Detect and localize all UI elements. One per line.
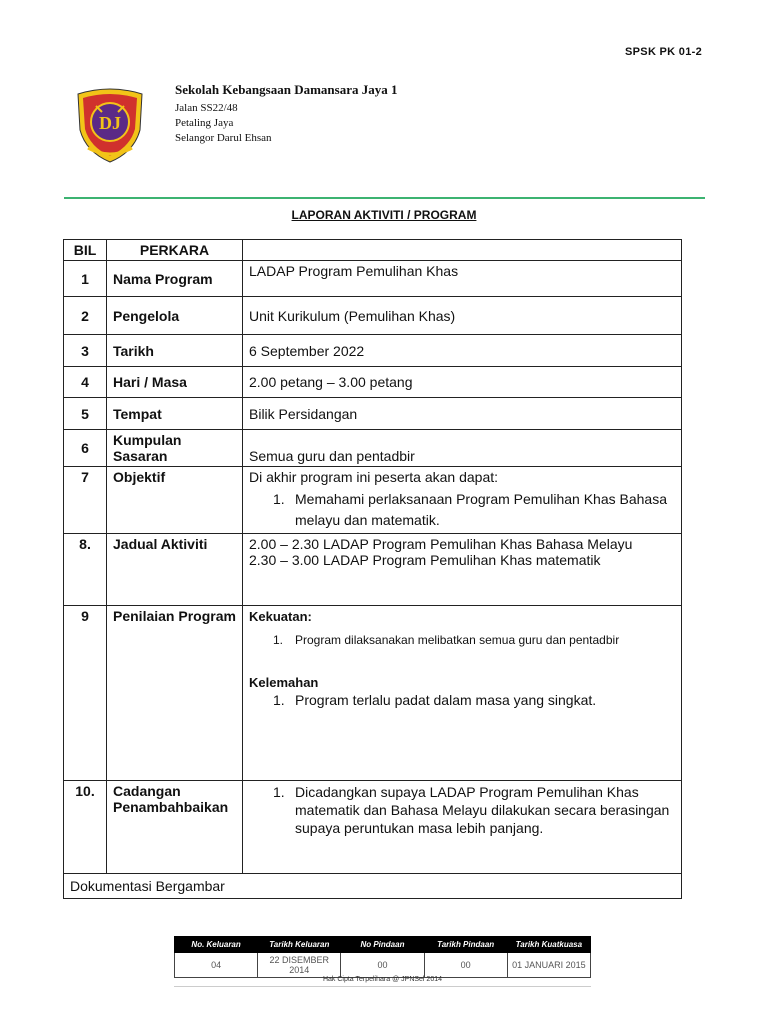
list-number: 1. xyxy=(273,784,285,800)
schedule-line: 2.30 – 3.00 LADAP Program Pemulihan Khas matematik xyxy=(249,552,601,568)
school-address-line: Jalan SS22/48 xyxy=(175,102,238,114)
revision-header-row xyxy=(175,937,591,953)
school-address-line: Selangor Darul Ehsan xyxy=(175,132,272,144)
revision-value: 04 xyxy=(175,953,258,978)
table-row xyxy=(64,261,682,297)
report-table xyxy=(63,239,682,899)
row-label: Tempat xyxy=(107,398,243,430)
header-details xyxy=(243,240,682,261)
row-number: 7 xyxy=(64,467,107,534)
row-number: 3 xyxy=(64,335,107,367)
row-number: 5 xyxy=(64,398,107,430)
table-row xyxy=(64,781,682,874)
school-address-line: Petaling Jaya xyxy=(175,117,234,129)
row-number: 4 xyxy=(64,367,107,398)
table-row xyxy=(64,606,682,781)
table-row xyxy=(64,534,682,606)
school-info xyxy=(175,82,397,146)
table-row xyxy=(64,367,682,398)
list-number: 1. xyxy=(273,491,285,507)
row-value xyxy=(243,606,682,781)
row-number: 9 xyxy=(64,606,107,781)
photo-documentation-label: Dokumentasi Bergambar xyxy=(64,874,682,899)
row-number: 1 xyxy=(64,261,107,297)
table-row xyxy=(64,430,682,467)
row-value: LADAP Program Pemulihan Khas xyxy=(243,261,682,297)
row-label: Pengelola xyxy=(107,297,243,335)
list-number: 1. xyxy=(273,692,285,708)
row-value: Bilik Persidangan xyxy=(243,398,682,430)
row-label: Jadual Aktiviti xyxy=(107,534,243,606)
row-label: Nama Program xyxy=(107,261,243,297)
revision-header: Tarikh Keluaran xyxy=(258,937,341,953)
revision-value: 01 JANUARI 2015 xyxy=(507,953,590,978)
school-crest-logo xyxy=(74,86,146,164)
document-code: SPSK PK 01-2 xyxy=(625,46,702,58)
revision-header: Tarikh Kuatkuasa xyxy=(507,937,590,953)
list-text: Dicadangkan supaya LADAP Program Pemulihan Khas matematik dan Bahasa Melayu dilakukan secara berasingan supaya peruntukan masa lebih panjang. xyxy=(295,784,670,836)
list-number: 1. xyxy=(273,633,284,647)
row-number: 10. xyxy=(64,781,107,874)
header-divider xyxy=(64,197,705,199)
suggestion-list xyxy=(249,783,675,837)
row-value: 6 September 2022 xyxy=(243,335,682,367)
list-item xyxy=(249,690,675,711)
list-item xyxy=(249,783,675,837)
row-label: Penilaian Program xyxy=(107,606,243,781)
header-perkara: PERKARA xyxy=(107,240,243,261)
row-value: Semua guru dan pentadbir xyxy=(243,430,682,467)
row-label: Cadangan Penambahbaikan xyxy=(107,781,243,874)
strength-heading: Kekuatan: xyxy=(249,609,312,624)
row-label: Tarikh xyxy=(107,335,243,367)
list-item xyxy=(249,489,675,531)
row-label: Objektif xyxy=(107,467,243,534)
school-name: Sekolah Kebangsaan Damansara Jaya 1 xyxy=(175,82,398,97)
row-number: 8. xyxy=(64,534,107,606)
list-text: Program dilaksanakan melibatkan semua guru dan pentadbir xyxy=(295,633,620,647)
list-item xyxy=(249,630,675,651)
table-footer-row xyxy=(64,874,682,899)
table-header-row xyxy=(64,240,682,261)
revision-header: No Pindaan xyxy=(341,937,424,953)
row-number: 2 xyxy=(64,297,107,335)
row-value: Unit Kurikulum (Pemulihan Khas) xyxy=(243,297,682,335)
schedule-line: 2.00 – 2.30 LADAP Program Pemulihan Khas Bahasa Melayu xyxy=(249,536,633,552)
copyright-text: Hak Cipta Terpelihara @ JPNSel 2014 xyxy=(322,976,443,983)
row-number: 6 xyxy=(64,430,107,467)
row-label: Kumpulan Sasaran xyxy=(107,430,243,467)
weakness-heading: Kelemahan xyxy=(249,675,319,690)
objective-list xyxy=(249,489,675,531)
table-row xyxy=(64,398,682,430)
table-row xyxy=(64,467,682,534)
revision-value-row xyxy=(175,953,591,978)
header-bil: BIL xyxy=(64,240,107,261)
revision-header: Tarikh Pindaan xyxy=(424,937,507,953)
row-value xyxy=(243,534,682,606)
revision-value: 22 DISEMBER 2014 xyxy=(258,953,341,978)
revision-value: 00 xyxy=(341,953,424,978)
report-title: LAPORAN AKTIVITI / PROGRAM xyxy=(291,208,477,222)
revision-header: No. Keluaran xyxy=(175,937,258,953)
revision-table xyxy=(174,936,591,978)
row-value xyxy=(243,781,682,874)
table-row xyxy=(64,297,682,335)
row-value: 2.00 petang – 3.00 petang xyxy=(243,367,682,398)
list-text: Program terlalu padat dalam masa yang singkat. xyxy=(295,692,597,708)
weakness-list xyxy=(249,690,675,711)
table-row xyxy=(64,335,682,367)
objective-intro: Di akhir program ini peserta akan dapat: xyxy=(249,469,499,485)
svg-text:DJ: DJ xyxy=(99,113,121,133)
list-text: Memahami perlaksanaan Program Pemulihan Khas Bahasa melayu dan matematik. xyxy=(295,491,667,528)
revision-value: 00 xyxy=(424,953,507,978)
row-label: Hari / Masa xyxy=(107,367,243,398)
row-value xyxy=(243,467,682,534)
strength-list xyxy=(249,630,675,651)
footer-divider xyxy=(174,986,591,987)
